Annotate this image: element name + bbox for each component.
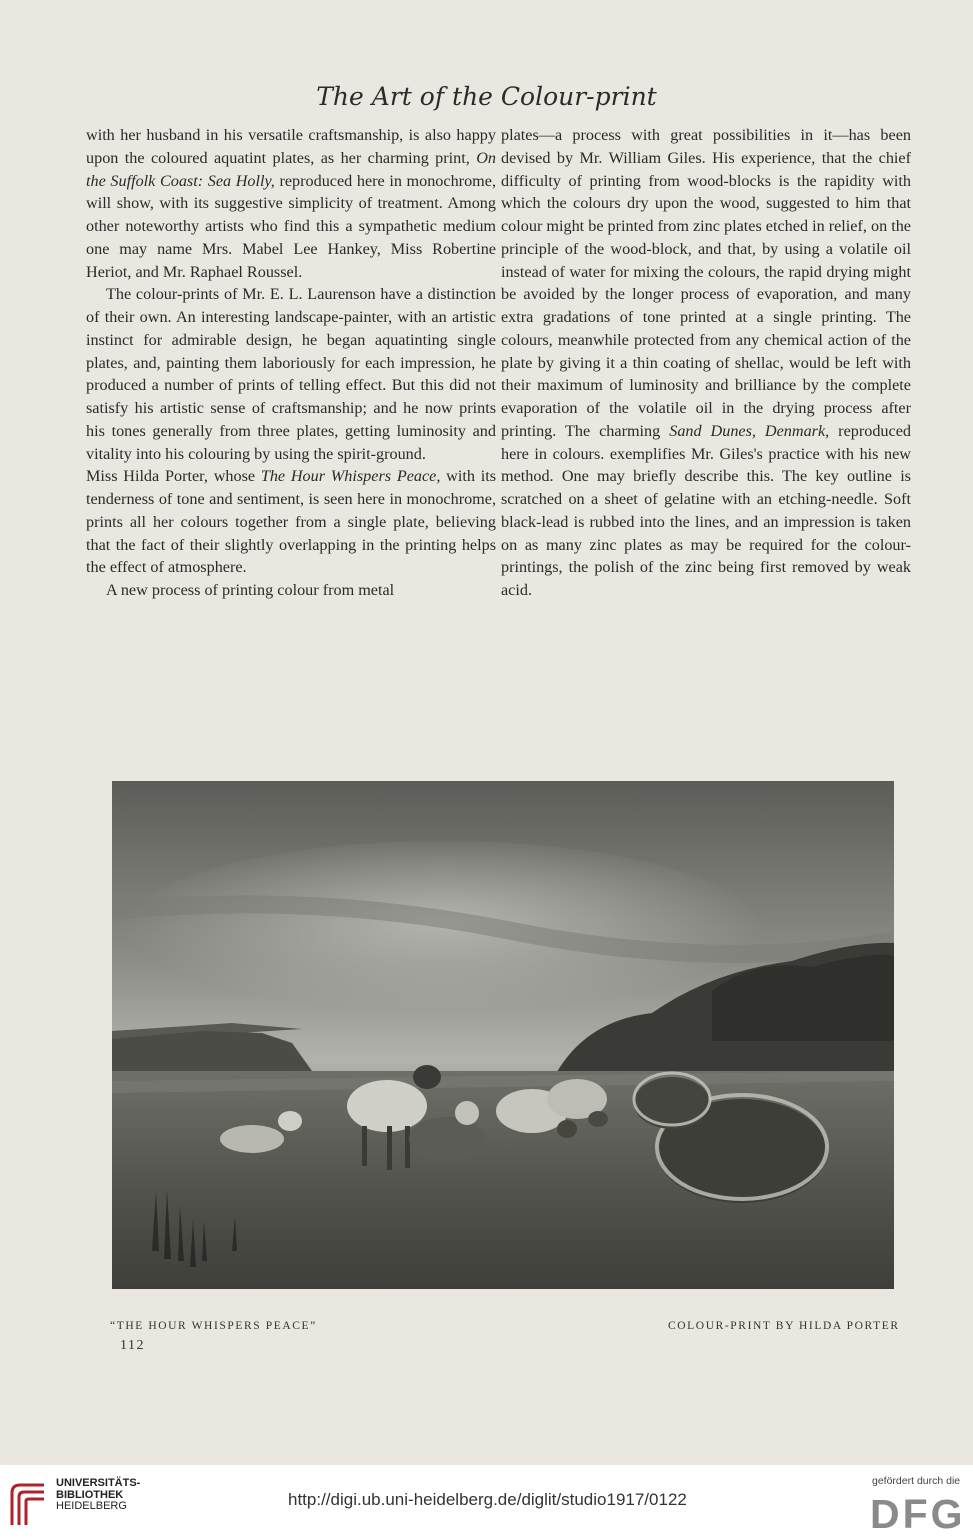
plate-caption-title: “THE HOUR WHISPERS PEACE” [110, 1320, 317, 1332]
university-library-logo-icon [8, 1481, 50, 1527]
left-paragraph-2: The colour-prints of Mr. E. L. Laurenson have a distinction of their own. An interesting landscape-painter, with an artistic instinct for admirable design, he began aquatinting single plates, and, painting them laboriously for each impression, he produced a number of prints of telling effect. But this did not satisfy his artistic sense of craftsmanship; and he now prints his tones generally from three plates, getting luminosity and vitality into his colouring by using the spirit-ground. [86, 285, 496, 463]
permalink-url[interactable]: http://digi.ub.uni-heidelberg.de/diglit/studio1917/0122 [288, 1490, 687, 1509]
italic-title-suffolk-coast: On the Suffolk Coast: Sea Holly, [86, 148, 496, 190]
right-column [501, 124, 911, 602]
dfg-logo: DFG [870, 1491, 966, 1537]
running-title: The Art of the Colour-print [316, 82, 657, 111]
illustration-sheep-at-dusk [112, 781, 894, 1289]
left-paragraph-4: A new process of printing colour from metal [106, 581, 395, 599]
page-number: 112 [120, 1338, 145, 1353]
plate-caption-credit: COLOUR-PRINT BY HILDA PORTER [668, 1320, 900, 1332]
digitization-footer [0, 1465, 973, 1538]
left-paragraph-3: Miss Hilda Porter, whose The Hour Whispers Peace, with its tenderness of tone and sentiment, is seen here in monochrome, prints all her colours together from a single plate, believing that the fact of their slightly overlapping in the printing helps the effect of atmosphere. [86, 467, 497, 577]
left-paragraph-1: with her husband in his versatile craftsmanship, is also happy upon the coloured aquatint plates, as her charming print, On the Suffolk Coast: Sea Holly, reproduced here in monochrome, will show, with its suggestive simplicity of treatment. Among other noteworthy artists who find this a sympathetic medium one may name Mrs. Mabel Lee Hankey, Miss Robertine Heriot, and Mr. Raphael Roussel. [86, 126, 496, 281]
right-paragraph-1: plates—a process with great possibilities in it—has been devised by Mr. William Giles. His experience, that the chief difficulty of printing from wood-blocks is the rapidity with which the colours dry upon the wood, suggested to him that colour might be printed from zinc plates etched in relief, on the principle of the wood-block, and that, by using a volatile oil instead of water for mixing the colours, the rapid drying might be avoided by the longer process of evaporation, and many extra gradations of tone printed at a single printing. The colours, meanwhile protected from any chemical action of the plate by giving it a thin coating of shellac, would be left with their maximum of luminosity and brilliance by the complete evaporation of the volatile oil in the drying process after printing. The charming Sand Dunes, Denmark, reproduced here in colours. exemplifies Mr. Giles's practice with his new method. One may briefly describe this. The key outline is scratched on a sheet of gelatine with an etching-needle. Soft black-lead is rubbed into the lines, and an impression is taken on as many zinc plates as may be required for the colour-printings, the polish of the zinc being first removed by weak acid. [501, 126, 911, 599]
funding-label: gefördert durch die [872, 1475, 961, 1487]
italic-title-hour-whispers: The Hour Whispers Peace, [260, 467, 441, 486]
library-name: UNIVERSITÄTS- BIBLIOTHEK HEIDELBERG [56, 1477, 141, 1512]
italic-title-sand-dunes: Sand Dunes, Denmark, [669, 421, 830, 440]
left-column [86, 124, 496, 602]
